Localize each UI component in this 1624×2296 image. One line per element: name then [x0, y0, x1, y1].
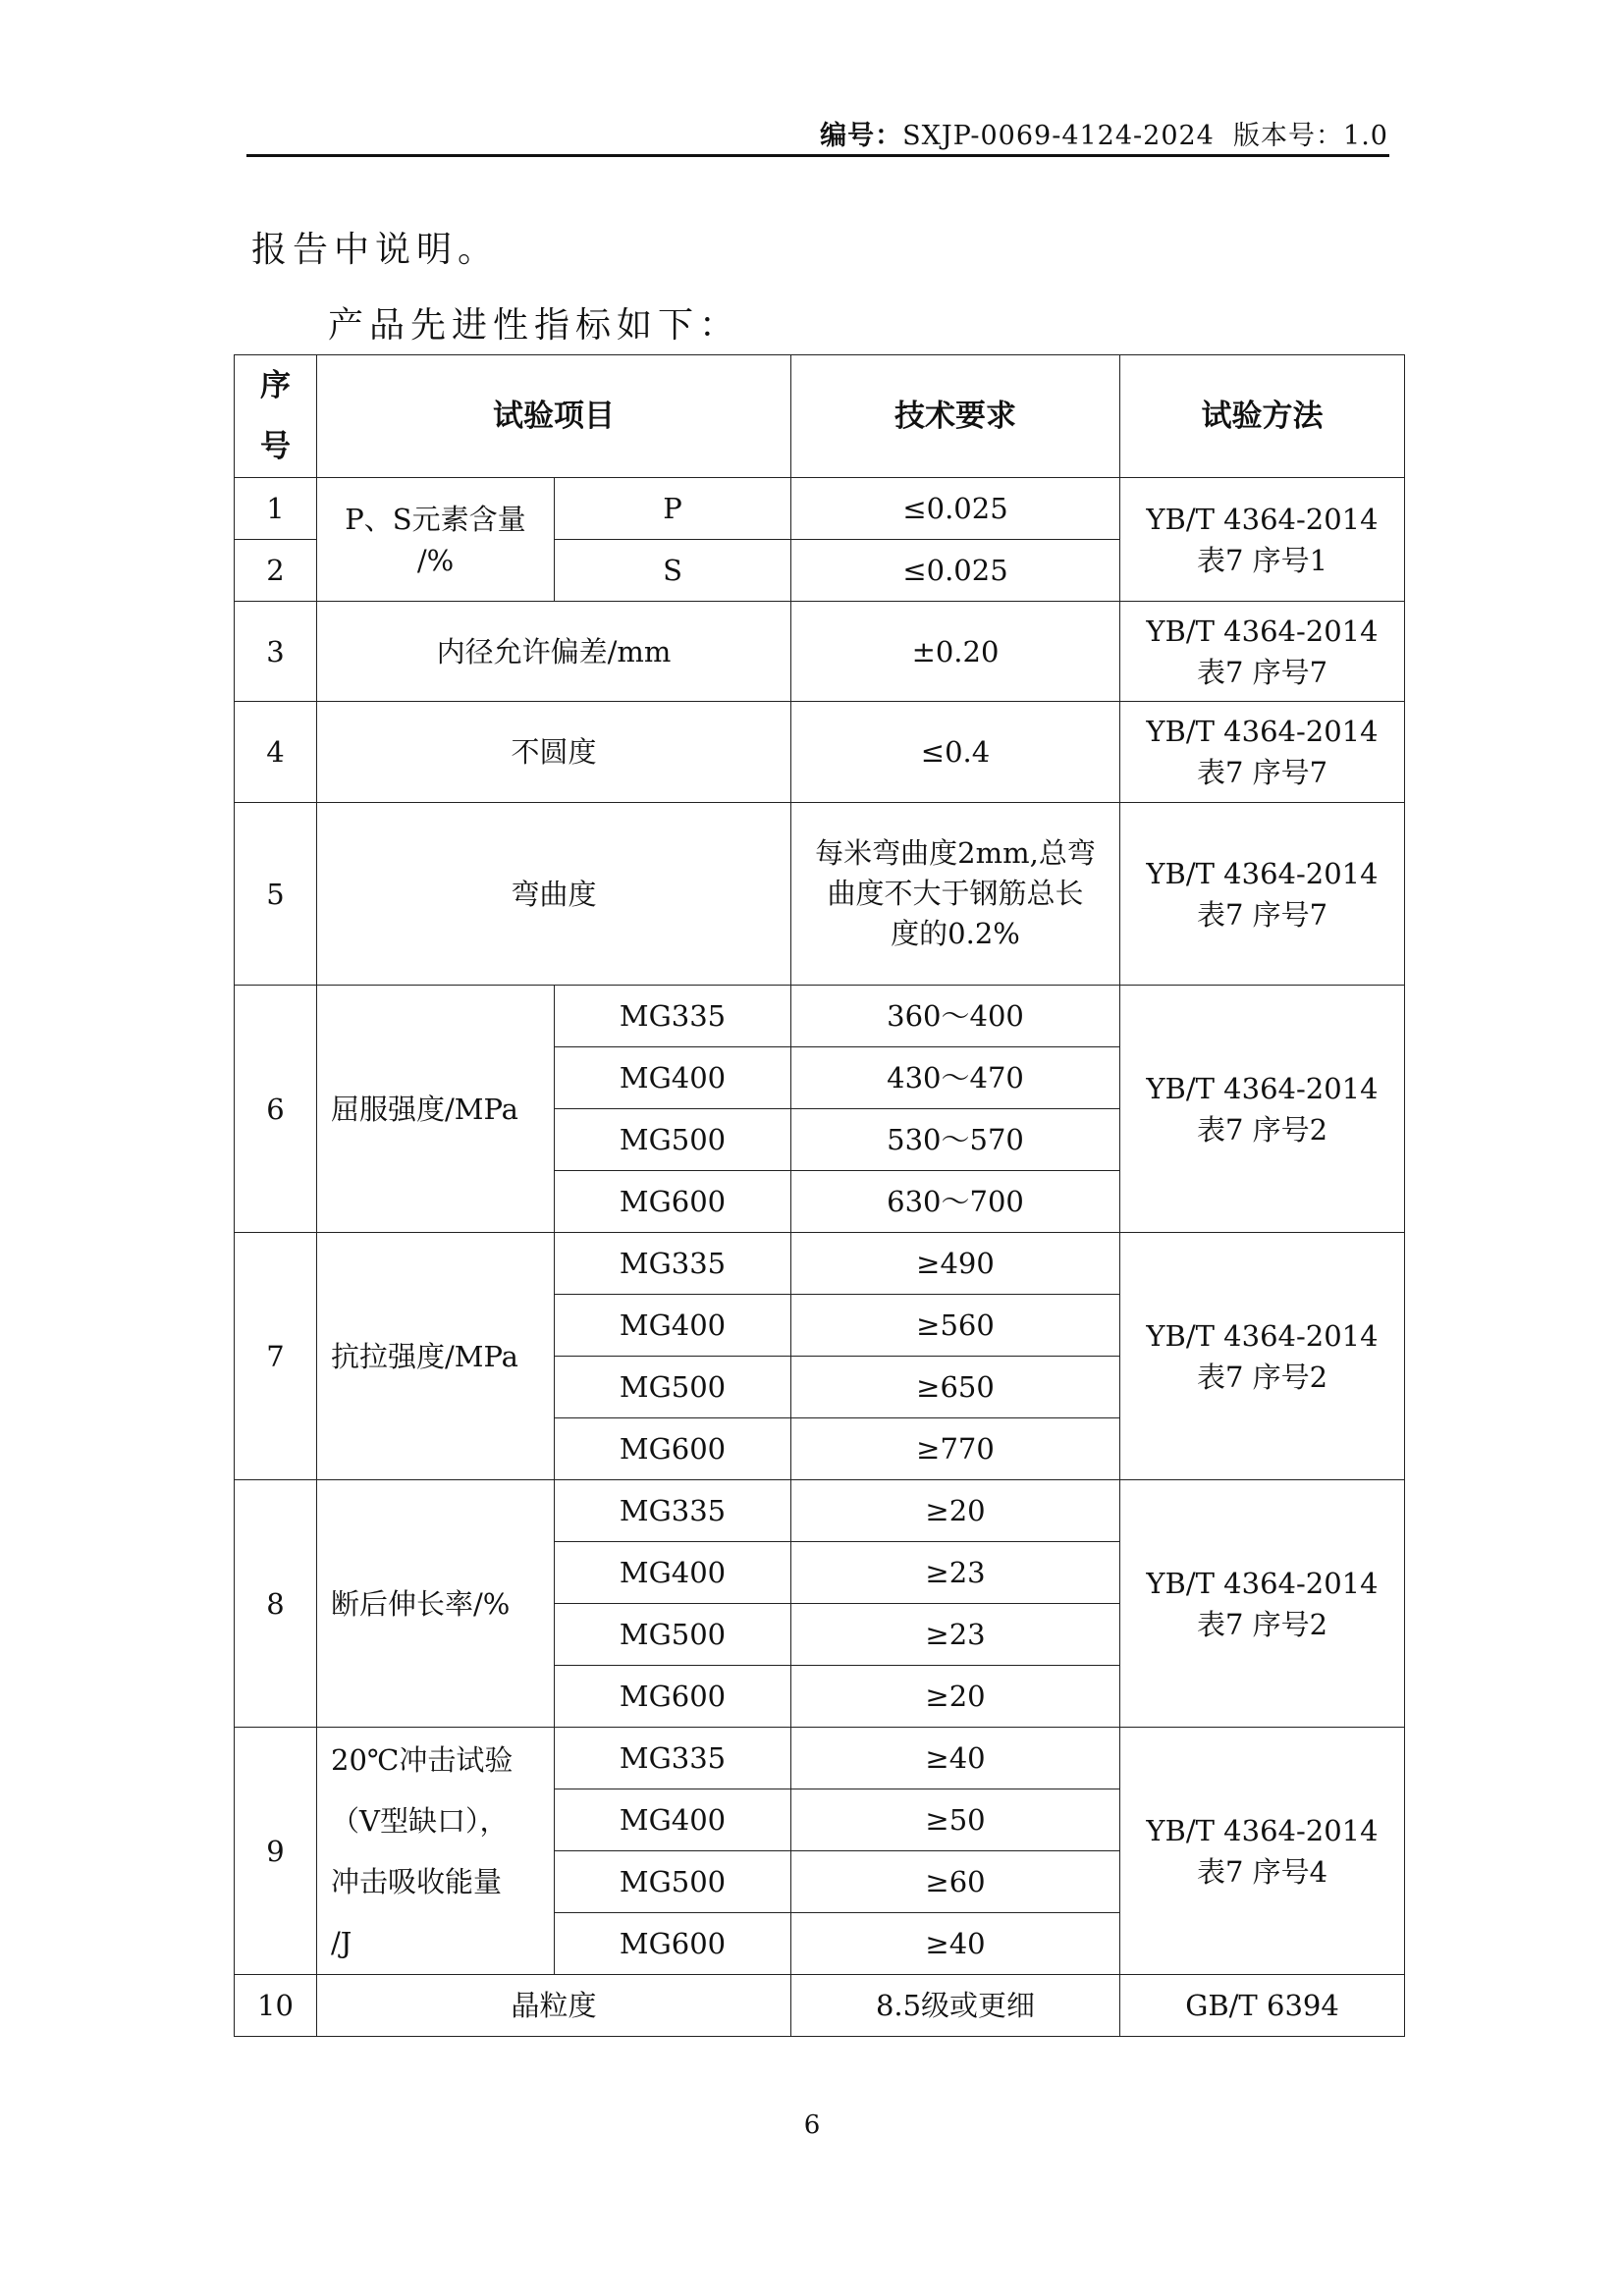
table-row: [235, 803, 1405, 986]
test-method: YB/T 4364-2014 表7 序号4: [1120, 1728, 1405, 1975]
test-item: 屈服强度/MPa: [317, 986, 555, 1233]
grade: MG335: [555, 986, 791, 1047]
test-item: 不圆度: [317, 702, 791, 803]
grade: MG600: [555, 1666, 791, 1728]
sub-item: S: [555, 540, 791, 602]
test-item: 20℃冲击试验 （V型缺口）， 冲击吸收能量 /J: [317, 1728, 555, 1975]
requirement: ≥490: [791, 1233, 1120, 1295]
requirement: ≥50: [791, 1789, 1120, 1851]
requirement: ≥560: [791, 1295, 1120, 1357]
header-requirement: 技术要求: [791, 355, 1120, 478]
test-method: GB/T 6394: [1120, 1975, 1405, 2037]
test-method: YB/T 4364-2014 表7 序号2: [1120, 1233, 1405, 1480]
test-item: 抗拉强度/MPa: [317, 1233, 555, 1480]
test-method: YB/T 4364-2014 表7 序号7: [1120, 602, 1405, 702]
requirement: 8.5级或更细: [791, 1975, 1120, 2037]
code-label: 编号：: [820, 121, 903, 151]
requirement: ≥20: [791, 1480, 1120, 1542]
requirement: ≥40: [791, 1913, 1120, 1975]
requirement: ≤0.025: [791, 478, 1120, 540]
requirement: ≤0.025: [791, 540, 1120, 602]
document-header: [820, 114, 1388, 152]
test-item: 晶粒度: [317, 1975, 791, 2037]
row-no: 2: [235, 540, 317, 602]
requirement: 360～400: [791, 986, 1120, 1047]
table-row: [235, 1480, 1405, 1542]
test-item: 断后伸长率/%: [317, 1480, 555, 1728]
row-no: 9: [235, 1728, 317, 1975]
requirement: ≥650: [791, 1357, 1120, 1418]
table-row: [235, 702, 1405, 803]
grade: MG335: [555, 1233, 791, 1295]
sub-item: P: [555, 478, 791, 540]
header-divider: [246, 154, 1389, 157]
grade: MG600: [555, 1171, 791, 1233]
test-method: YB/T 4364-2014 表7 序号7: [1120, 702, 1405, 803]
row-no: 4: [235, 702, 317, 803]
test-method: YB/T 4364-2014 表7 序号2: [1120, 986, 1405, 1233]
row-no: 6: [235, 986, 317, 1233]
table-row: [235, 602, 1405, 702]
row-no: 1: [235, 478, 317, 540]
grade: MG400: [555, 1542, 791, 1604]
grade: MG400: [555, 1295, 791, 1357]
requirement: 每米弯曲度2mm,总弯 曲度不大于钢筋总长 度的0.2%: [791, 803, 1120, 986]
grade: MG600: [555, 1913, 791, 1975]
requirement: ≥20: [791, 1666, 1120, 1728]
grade: MG500: [555, 1604, 791, 1666]
row-no: 5: [235, 803, 317, 986]
grade: MG400: [555, 1047, 791, 1109]
grade: MG335: [555, 1728, 791, 1789]
test-item: P、S元素含量 /%: [317, 478, 555, 602]
test-item: 弯曲度: [317, 803, 791, 986]
header-no: 序 号: [235, 355, 317, 478]
page-number: 6: [803, 2110, 821, 2140]
requirement: 530～570: [791, 1109, 1120, 1171]
grade: MG500: [555, 1851, 791, 1913]
document-code: SXJP-0069-4124-2024: [902, 121, 1215, 151]
requirement: ≥23: [791, 1604, 1120, 1666]
table-row: [235, 1233, 1405, 1295]
test-method: YB/T 4364-2014 表7 序号7: [1120, 803, 1405, 986]
table-row: [235, 1975, 1405, 2037]
requirement: ≥60: [791, 1851, 1120, 1913]
test-method: YB/T 4364-2014 表7 序号2: [1120, 1480, 1405, 1728]
table-row: [235, 1728, 1405, 1789]
row-no: 7: [235, 1233, 317, 1480]
requirement: ≤0.4: [791, 702, 1120, 803]
row-no: 8: [235, 1480, 317, 1728]
grade: MG500: [555, 1109, 791, 1171]
requirement: ≥40: [791, 1728, 1120, 1789]
table-row: [235, 478, 1405, 540]
header-method: 试验方法: [1120, 355, 1405, 478]
requirement: ≥23: [791, 1542, 1120, 1604]
indicator-table: [234, 354, 1405, 2037]
row-no: 3: [235, 602, 317, 702]
version-number: 1.0: [1343, 121, 1388, 151]
test-method: YB/T 4364-2014 表7 序号1: [1120, 478, 1405, 602]
requirement: 430～470: [791, 1047, 1120, 1109]
table-header-row: [235, 355, 1405, 478]
grade: MG500: [555, 1357, 791, 1418]
table-row: [235, 986, 1405, 1047]
grade: MG335: [555, 1480, 791, 1542]
requirement: ±0.20: [791, 602, 1120, 702]
requirement: 630～700: [791, 1171, 1120, 1233]
requirement: ≥770: [791, 1418, 1120, 1480]
paragraph: 报告中说明。: [251, 230, 500, 270]
grade: MG600: [555, 1418, 791, 1480]
paragraph-intro: 产品先进性指标如下：: [328, 305, 741, 346]
version-label: 版本号：: [1233, 121, 1344, 151]
header-item: 试验项目: [317, 355, 791, 478]
grade: MG400: [555, 1789, 791, 1851]
test-item: 内径允许偏差/mm: [317, 602, 791, 702]
row-no: 10: [235, 1975, 317, 2037]
